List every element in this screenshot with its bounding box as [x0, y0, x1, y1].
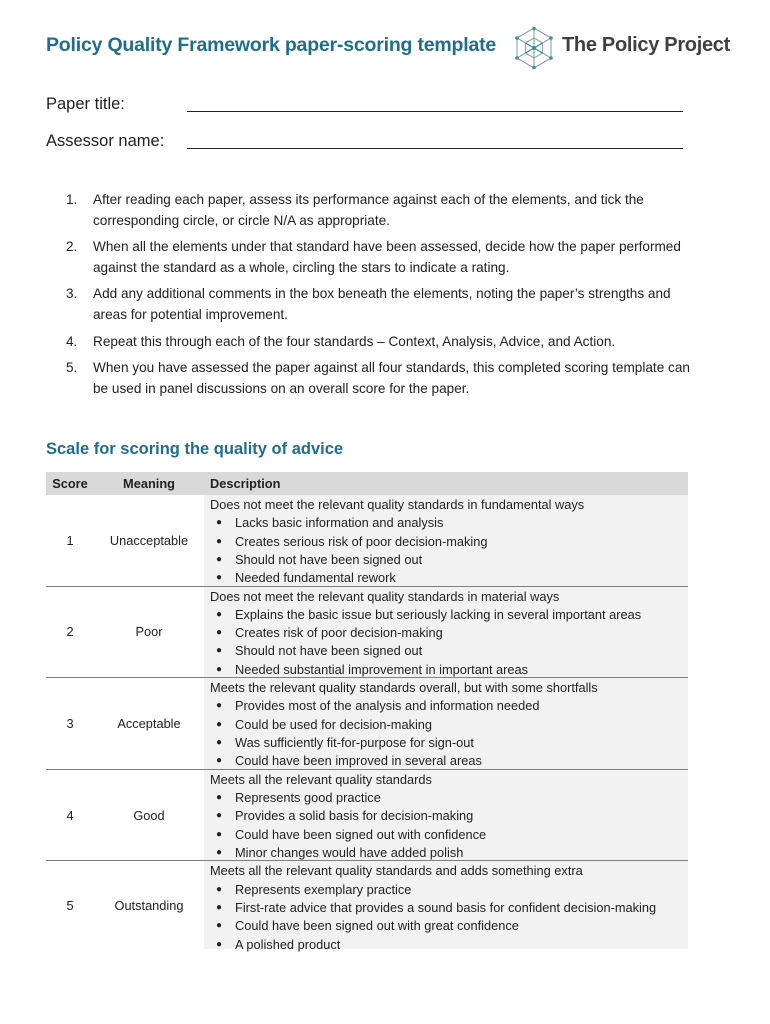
header-description: Description	[210, 476, 281, 491]
table-row	[46, 587, 688, 679]
list-item: ● First-rate advice that provides a sound basis for confident decision-making	[215, 899, 657, 915]
meaning-cell: Unacceptable	[109, 532, 189, 548]
description-cell	[204, 587, 688, 678]
paper-title-field[interactable]	[187, 111, 683, 112]
instruction-item: 3. Add any additional comments in the box beneath the elements, noting the paper’s strengths and areas for potential improvement.	[66, 286, 671, 322]
description-summary: Meets the relevant quality standards overall, but with some shortfalls	[210, 680, 598, 696]
assessor-name-label: Assessor name:	[46, 132, 165, 150]
list-item: ● Should not have been signed out	[215, 643, 423, 659]
assessor-name-field[interactable]	[187, 148, 683, 149]
list-item: ● A polished product	[215, 936, 341, 952]
score-cell: 5	[66, 897, 74, 913]
description-summary: Meets all the relevant quality standards and adds something extra	[210, 863, 583, 879]
list-item: ● Represents good practice	[215, 790, 381, 806]
list-item: ● Creates serious risk of poor decision-making	[215, 533, 488, 549]
list-item: ● Provides most of the analysis and information needed	[215, 698, 540, 714]
list-item: ● Needed fundamental rework	[215, 570, 396, 586]
description-cell	[204, 770, 688, 861]
page-title: Policy Quality Framework paper-scoring template	[46, 34, 497, 56]
table-row	[46, 495, 688, 587]
list-item: ● Explains the basic issue but seriously lacking in several important areas	[215, 606, 642, 622]
scale-table	[46, 472, 688, 952]
description-cell	[204, 678, 688, 769]
description-cell	[204, 495, 688, 586]
table-row	[46, 678, 688, 770]
list-item: ● Lacks basic information and analysis	[215, 515, 444, 531]
list-item: ● Was sufficiently fit-for-purpose for sign-out	[215, 735, 474, 751]
hexagon-network-icon	[512, 26, 556, 70]
instruction-item: 2. When all the elements under that standard have been assessed, decide how the paper performed against the standard as a whole, circling the stars to indicate a rating.	[66, 239, 681, 275]
list-item: ● Creates risk of poor decision-making	[215, 625, 443, 641]
meaning-cell: Good	[133, 807, 165, 823]
list-item: ● Could have been improved in several areas	[215, 753, 482, 769]
list-item: ● Could be used for decision-making	[215, 716, 433, 732]
list-item: ● Represents exemplary practice	[215, 881, 412, 897]
table-row	[46, 770, 688, 862]
description-cell	[204, 861, 688, 952]
description-summary: Does not meet the relevant quality standards in material ways	[210, 588, 560, 604]
meaning-cell: Acceptable	[117, 715, 181, 731]
scale-section-title: Scale for scoring the quality of advice	[46, 440, 344, 458]
description-summary: Meets all the relevant quality standards	[210, 771, 432, 787]
instruction-item: 1. After reading each paper, assess its performance against each of the elements, and tick the corresponding circle, or circle N/A as appropriate.	[66, 192, 644, 228]
meaning-cell: Poor	[135, 624, 163, 640]
instruction-item: 4. Repeat this through each of the four standards – Context, Analysis, Advice, and Action.	[66, 333, 616, 349]
score-cell: 1	[66, 532, 74, 548]
list-item: ● Could have been signed out with great confidence	[215, 918, 519, 934]
instructions-list	[66, 190, 696, 405]
score-cell: 2	[66, 624, 74, 640]
meaning-cell: Outstanding	[114, 897, 184, 913]
table-row	[46, 861, 688, 952]
list-item: ● Needed substantial improvement in important areas	[215, 661, 529, 677]
page-header	[46, 30, 746, 70]
list-item: ● Minor changes would have added polish	[215, 844, 464, 860]
list-item: ● Could have been signed out with confidence	[215, 826, 487, 842]
table-header	[46, 472, 688, 495]
paper-title-label: Paper title:	[46, 95, 125, 113]
description-summary: Does not meet the relevant quality standards in fundamental ways	[210, 497, 585, 512]
instruction-item: 5. When you have assessed the paper against all four standards, this completed scoring template can be used in panel discussions on an overall score for the paper.	[66, 360, 690, 396]
list-item: ● Provides a solid basis for decision-making	[215, 808, 474, 824]
score-cell: 4	[66, 807, 74, 823]
list-item: ● Should not have been signed out	[215, 551, 423, 567]
score-cell: 3	[66, 715, 74, 731]
header-meaning: Meaning	[123, 476, 175, 491]
header-score: Score	[52, 476, 88, 491]
brand-name: The Policy Project	[562, 34, 730, 56]
